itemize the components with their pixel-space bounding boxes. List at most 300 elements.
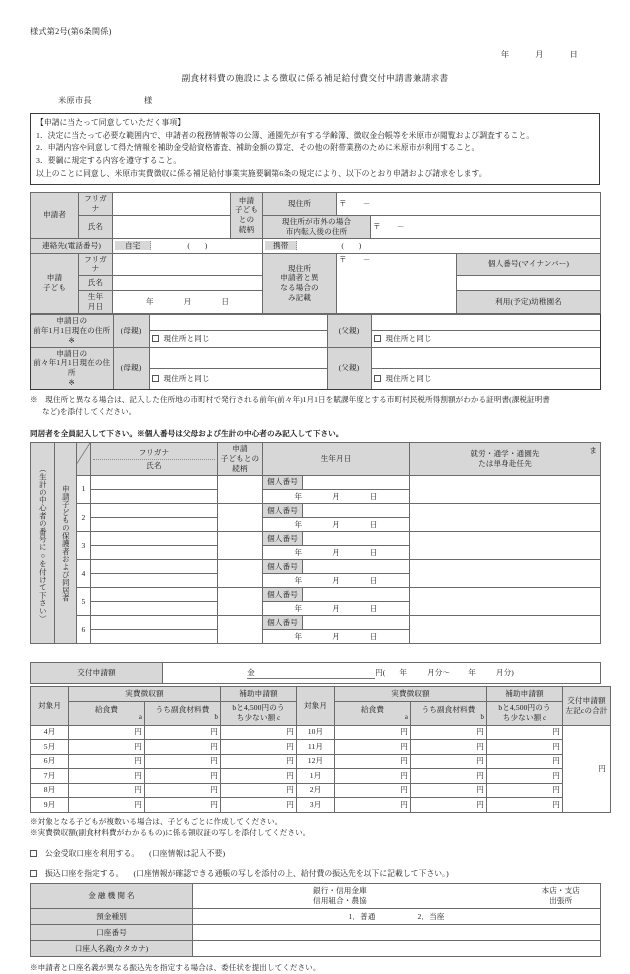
applicant-name-input[interactable]: [113, 215, 231, 238]
member-relation-input[interactable]: [218, 560, 263, 588]
subsidy-header-right: 補助申請額: [487, 687, 563, 702]
child-name-label: 氏名: [79, 276, 113, 291]
prev2-year-address-label: [31, 347, 113, 389]
page-title: 副食材料費の施設による徴収に係る補足給付費交付申請書兼請求書: [181, 73, 449, 83]
checkbox-icon[interactable]: [30, 850, 37, 857]
zip-dash-2: －: [396, 221, 405, 231]
contact-label: 連絡先(電話番号): [31, 238, 113, 253]
paren-close-2: ): [358, 240, 362, 250]
member-birth-input[interactable]: [263, 546, 410, 560]
member-work-input[interactable]: [410, 475, 601, 503]
side-sub-l: b: [214, 713, 218, 721]
members-birth-header: 生年月日: [263, 443, 410, 476]
grant-amount-label: 交付申請額: [31, 663, 163, 684]
out-l1: 現住所が市外の場合: [281, 216, 352, 226]
consent-item-2: 2．申請内容や同意して得た情報を補助金受給資格審査、補助金額の算定、その他の附帯業務のために米原市が利用すること。: [36, 143, 480, 153]
side-dish-input-right[interactable]: 円: [411, 798, 487, 813]
prev-year-address-label: [31, 315, 113, 348]
lesser-input-right[interactable]: 円: [487, 798, 563, 813]
m-m: 月: [332, 547, 340, 557]
applicant-name-label: 氏名: [79, 215, 113, 238]
target-month-header-left: 対象月: [31, 687, 69, 725]
child-mynumber-input[interactable]: [457, 276, 601, 291]
member-row-number: 1: [77, 475, 91, 503]
account-number-input[interactable]: [193, 925, 601, 941]
member-mynumber-input[interactable]: [303, 616, 410, 630]
meal-fee-input-right[interactable]: 円: [335, 769, 411, 784]
meal-fee-input-left[interactable]: 円: [69, 798, 145, 813]
member-row-number: 6: [77, 616, 91, 644]
p2-l3: ※: [68, 378, 75, 388]
mrel-1: 申請: [232, 444, 248, 454]
same-label-1: 現住所と同じ: [163, 334, 210, 343]
designate-account-note: (口座情報が確認できる通帳の写しを添付の上、給付費の振込先を以下に記載して下さい。): [133, 869, 449, 879]
mobile-phone-paren: [341, 241, 361, 251]
p2-l2: 前々年1月1日現在の住所: [33, 358, 111, 378]
side-label-l: うち副食材料費: [155, 704, 210, 714]
member-birth-input[interactable]: [263, 489, 410, 503]
member-mynumber-input[interactable]: [303, 532, 410, 546]
less-r1: bと4,500円のう: [498, 702, 551, 712]
bank-institution-label: 金 融 機 関 名: [31, 884, 193, 909]
member-furigana-input[interactable]: [91, 588, 218, 602]
table-row: [31, 769, 611, 784]
member-furigana-input[interactable]: [91, 475, 218, 489]
members-work-header: [410, 443, 601, 476]
prev2-year-father-label: (父親): [327, 347, 371, 389]
child-l1: 申請: [46, 273, 63, 283]
meal-fee-input-right[interactable]: 円: [335, 798, 411, 813]
prev2-year-father-input[interactable]: [371, 347, 601, 368]
side-sub-r: b: [480, 713, 484, 721]
bank-branch-types: [542, 886, 580, 907]
m-m: 月: [332, 631, 340, 641]
designate-account-label: 振込口座を指定する。: [45, 869, 124, 879]
zip-mark: 〒: [339, 199, 347, 209]
member-mynumber-label: 個人番号: [263, 560, 303, 574]
month-label-right: 11月: [297, 740, 335, 755]
meal-fee-input-left[interactable]: 円: [69, 740, 145, 755]
work-line2: たは単身赴任先: [478, 459, 532, 469]
lesser-input-left[interactable]: 円: [221, 769, 297, 784]
prev2-year-mother-same-checkbox[interactable]: [149, 368, 327, 389]
side-dish-input-right[interactable]: 円: [411, 725, 487, 740]
applicant-outside-city-input[interactable]: [371, 215, 601, 238]
child-name-input[interactable]: [113, 276, 263, 291]
member-furigana-input[interactable]: [91, 616, 218, 630]
month-label-left: 4月: [31, 725, 69, 740]
child-furigana-label: フリガナ: [79, 253, 113, 276]
child-birth-input[interactable]: [113, 291, 263, 314]
less-l1: bと4,500円のう: [232, 702, 285, 712]
members-note: 同居者を全員記入して下さい。※個人番号は父母および生計の中心者のみ記入して下さい。: [30, 428, 344, 438]
date-month-label: 月: [535, 50, 544, 59]
actual-collection-header-left: 実費徴収額: [69, 687, 221, 702]
consent-box: [30, 113, 600, 185]
member-name-input[interactable]: [91, 518, 218, 532]
meal-sub-l: a: [138, 713, 142, 721]
month-label-right: 2月: [297, 783, 335, 798]
member-birth-input[interactable]: [263, 574, 410, 588]
paren-open-2: (: [341, 240, 345, 250]
prev-year-mother-same-checkbox[interactable]: [149, 331, 327, 347]
applicant-current-address-input[interactable]: [337, 193, 601, 216]
child-row-label: [31, 253, 79, 313]
grant-year2: 年: [468, 667, 476, 677]
members-name-label: 氏名: [146, 460, 162, 470]
lesser-header-right: [487, 701, 563, 725]
bt-2: 信用組合・農協: [313, 896, 367, 906]
birth-day-label: 日: [221, 297, 230, 307]
meal-fee-input-right[interactable]: 円: [335, 725, 411, 740]
m-m: 月: [332, 603, 340, 613]
public-account-option[interactable]: [30, 848, 600, 859]
side-dish-input-left[interactable]: 円: [145, 725, 221, 740]
side-dish-header-right: [411, 701, 487, 725]
meal-fee-header-right: [335, 701, 411, 725]
m-d: 日: [369, 631, 378, 641]
consent-heading: 【申請に当たって同意していただく事項】: [36, 118, 186, 127]
side-dish-input-right[interactable]: 円: [411, 754, 487, 769]
table-row: [31, 754, 611, 769]
paren-open-1: (: [187, 240, 191, 250]
month-label-left: 5月: [31, 740, 69, 755]
member-mynumber-input[interactable]: [303, 588, 410, 602]
side-dish-input-left[interactable]: 円: [145, 783, 221, 798]
total-amount-input[interactable]: 円: [563, 725, 611, 812]
account-holder-label: 口座人名義(カタカナ): [31, 941, 193, 957]
deposit-type-option-1[interactable]: 1．普通: [348, 911, 376, 921]
deposit-type-input[interactable]: [193, 909, 601, 925]
date-line: [30, 49, 600, 60]
member-birth-input[interactable]: [263, 630, 410, 644]
member-birth-input[interactable]: [263, 602, 410, 616]
members-name-header: [91, 443, 218, 476]
member-name-input[interactable]: [91, 574, 218, 588]
member-birth-input[interactable]: [263, 518, 410, 532]
mobile-phone-label: 携帯: [265, 241, 297, 251]
addressee: [30, 95, 600, 106]
grant-amount-inner: [163, 668, 598, 679]
member-relation-input[interactable]: [218, 588, 263, 616]
member-name-input[interactable]: [91, 630, 218, 644]
member-mynumber-input[interactable]: [303, 503, 410, 517]
m-y: 年: [294, 603, 303, 613]
member-furigana-input[interactable]: [91, 532, 218, 546]
address-note-line2: など)を添付してください。: [42, 406, 137, 416]
bottom-note: ※申請者と口座名義が異なる振込先を指定する場合は、委任状を提出してください。: [30, 963, 321, 973]
applicant-table: [30, 192, 601, 390]
birth-month-label: 月: [183, 297, 192, 307]
side-dish-input-right[interactable]: 円: [411, 783, 487, 798]
m-m: 月: [332, 575, 340, 585]
member-mynumber-input[interactable]: [303, 560, 410, 574]
bank-institution-options: [195, 886, 598, 907]
child-address-input[interactable]: [337, 253, 457, 313]
tot-l2: 左記cの合計: [565, 705, 608, 715]
meal-fee-input-left[interactable]: 円: [69, 725, 145, 740]
out-l2: 市内転入後の住所: [285, 226, 348, 236]
table-row: [31, 740, 611, 755]
month-label-right: 1月: [297, 769, 335, 784]
child-mynumber-label: 個人番号(マイナンバー): [457, 253, 601, 276]
work-line1: 就労・通学・通園先: [470, 449, 540, 459]
address-note-line1: ※ 現住所と異なる場合は、記入した住所地の市町村で発行される前年(前々年)1月1日を賦課年度とする市町村民税所得割額がわかる証明書(課税証明書: [30, 395, 550, 405]
member-mynumber-label: 個人番号: [263, 588, 303, 602]
applicant-row-label: 申請者: [31, 193, 79, 238]
lesser-input-right[interactable]: 円: [487, 754, 563, 769]
side-dish-input-left[interactable]: 円: [145, 754, 221, 769]
child-l2: 子ども: [42, 283, 67, 293]
rel-l1: 申請: [238, 195, 255, 205]
less-l2: ち少ない額: [236, 712, 276, 722]
meal-fee-input-right[interactable]: 円: [335, 783, 411, 798]
mrel-3: 続柄: [232, 464, 248, 474]
month-label-right: 3月: [297, 798, 335, 813]
ca-l1: 現住所: [287, 263, 312, 273]
same-label-2: 現住所と同じ: [385, 334, 432, 343]
meal-fee-input-right[interactable]: 円: [335, 754, 411, 769]
grant-amount-table: [30, 662, 601, 684]
lesser-input-left[interactable]: 円: [221, 798, 297, 813]
home-phone-label: 自宅: [115, 241, 151, 251]
meal-fee-header-left: [69, 701, 145, 725]
py-l3: ※: [68, 335, 75, 345]
work-trailing-char: ま: [589, 446, 597, 456]
m-y: 年: [294, 631, 303, 641]
mobile-phone-cell[interactable]: [263, 238, 601, 253]
m-y: 年: [294, 519, 303, 529]
prev-year-mother-label: (母親): [113, 315, 149, 348]
prev2-year-father-same-checkbox[interactable]: [371, 368, 601, 389]
total-header: [563, 687, 611, 725]
member-work-input[interactable]: [410, 588, 601, 616]
account-holder-input[interactable]: [193, 941, 601, 957]
lesser-input-right[interactable]: 円: [487, 725, 563, 740]
table-row: [31, 783, 611, 798]
target-month-header-right: 対象月: [297, 687, 335, 725]
checkbox-icon[interactable]: [152, 375, 159, 382]
m-y: 年: [294, 575, 303, 585]
side-dish-input-left[interactable]: 円: [145, 798, 221, 813]
members-furigana-label: フリガナ: [93, 448, 215, 460]
address-note: [30, 394, 600, 418]
home-phone-cell[interactable]: [113, 238, 263, 253]
zip-mark-3: 〒: [339, 254, 347, 264]
prev-year-father-input[interactable]: [371, 315, 601, 331]
checkbox-icon[interactable]: [30, 870, 37, 877]
bt-1: 銀行・信用金庫: [313, 885, 367, 895]
lesser-input-left[interactable]: 円: [221, 754, 297, 769]
checkbox-icon[interactable]: [374, 335, 381, 342]
lesser-header-left: [221, 701, 297, 725]
checkbox-icon[interactable]: [152, 335, 159, 342]
grant-amount-input[interactable]: [163, 663, 601, 684]
prev-year-mother-input[interactable]: [149, 315, 327, 331]
py-l2: 前年1月1日現在の住所: [33, 325, 111, 335]
member-mynumber-input[interactable]: [303, 475, 410, 489]
prev-year-father-same-checkbox[interactable]: [371, 331, 601, 347]
member-work-input[interactable]: [410, 616, 601, 644]
month-label-left: 6月: [31, 754, 69, 769]
less-sub-r: c: [543, 714, 547, 722]
public-account-note: (口座情報は記入不要): [149, 849, 226, 859]
member-row-number: 5: [77, 588, 91, 616]
member-relation-input[interactable]: [218, 475, 263, 503]
same-label-4: 現住所と同じ: [385, 374, 432, 384]
same-label-3: 現住所と同じ: [163, 374, 210, 384]
lesser-input-left[interactable]: 円: [221, 740, 297, 755]
meal-fee-input-left[interactable]: 円: [69, 769, 145, 784]
side-label-r: うち副食材料費: [421, 704, 476, 714]
date-year-label: 年: [500, 50, 510, 59]
lesser-input-right[interactable]: 円: [487, 783, 563, 798]
py-l1: 申請日の: [56, 316, 88, 325]
paren-close-1: ): [204, 240, 208, 250]
account-number-label: 口座番号: [31, 925, 193, 941]
p2-l1: 申請日の: [56, 348, 88, 358]
consent-closing: 以上のことに同意し、米原市実費徴収に係る補足給付事業実施要綱第6条の規定により、以下のとおり申請および請求をします。: [36, 168, 487, 178]
checkbox-icon[interactable]: [374, 375, 381, 382]
actual-collection-header-right: 実費徴収額: [335, 687, 487, 702]
lesser-input-left[interactable]: 円: [221, 783, 297, 798]
members-table: [30, 442, 601, 644]
meal-sub-r: a: [404, 713, 408, 721]
meal-label-r: 給食費: [360, 704, 385, 714]
member-row-number: 2: [77, 503, 91, 531]
ca-l4: み記載: [287, 293, 312, 303]
members-vertical-outer-label: [31, 443, 55, 644]
side-dish-input-left[interactable]: 円: [145, 769, 221, 784]
lesser-input-right[interactable]: 円: [487, 740, 563, 755]
applicant-outside-city-label: [263, 215, 371, 238]
member-name-input[interactable]: [91, 546, 218, 560]
vertical-inner-text: 申請子どもの保護者および同居者: [61, 484, 71, 602]
meal-fee-input-left[interactable]: 円: [69, 754, 145, 769]
prev2-year-mother-input[interactable]: [149, 347, 327, 368]
subsidy-header-left: 補助申請額: [221, 687, 297, 702]
bl-1: 生年: [87, 292, 104, 302]
month-label-left: 7月: [31, 769, 69, 784]
zip-dash: －: [362, 199, 371, 209]
diagonal-divider-icon: [77, 443, 91, 476]
child-furigana-input[interactable]: [113, 253, 263, 276]
bl-2: 月日: [87, 302, 104, 312]
applicant-relation-label: [231, 193, 263, 238]
member-relation-input[interactable]: [218, 532, 263, 560]
member-furigana-input[interactable]: [91, 503, 218, 517]
member-furigana-input[interactable]: [91, 560, 218, 574]
month-label-left: 8月: [31, 783, 69, 798]
member-name-input[interactable]: [91, 602, 218, 616]
grant-year1: 年: [399, 667, 408, 677]
meal-label-l: 給食費: [94, 704, 119, 714]
member-mynumber-label: 個人番号: [263, 616, 303, 630]
meal-fee-input-right[interactable]: 円: [335, 740, 411, 755]
deposit-type-option-2[interactable]: 2．当座: [417, 911, 445, 921]
member-mynumber-label: 個人番号: [263, 503, 303, 517]
member-work-input[interactable]: [410, 532, 601, 560]
ca-l3: なる場合の: [280, 283, 319, 293]
member-row-number: 4: [77, 560, 91, 588]
grant-amount-yen-symbol: 金: [247, 668, 375, 679]
zip-dash-3: －: [362, 254, 371, 264]
month-label-left: 9月: [31, 798, 69, 813]
public-account-label: 公金受取口座を利用する。: [45, 849, 140, 859]
m-d: 日: [369, 603, 378, 613]
side-dish-input-right[interactable]: 円: [411, 740, 487, 755]
ca-l2: 申請者と異: [280, 273, 319, 283]
applicant-current-address-label: 現住所: [263, 193, 337, 216]
designate-account-option[interactable]: [30, 868, 600, 879]
member-relation-input[interactable]: [218, 616, 263, 644]
m-y: 年: [294, 491, 303, 501]
home-phone-paren: [187, 241, 207, 251]
side-dish-input-left[interactable]: 円: [145, 740, 221, 755]
form-number: 様式第2号(第6条関係): [30, 27, 112, 36]
monthly-note-2: ※実費徴収額(副食材料費がわかるもの)に係る領収証の写しを添付してください。: [30, 828, 311, 838]
child-address-label: [263, 253, 337, 313]
kindergarten-label: 利用(予定)幼稚園名: [457, 291, 601, 314]
br-1: 本店・支店: [541, 885, 580, 895]
vertical-outer-text: （生計の中心者の番号に○を付けて下さい）: [38, 464, 48, 623]
grant-month-from: 月分～: [427, 667, 451, 677]
members-vertical-inner-label: [55, 443, 77, 644]
less-r2: ち少ない額: [502, 712, 542, 722]
m-y: 年: [294, 547, 303, 557]
member-name-input[interactable]: [91, 489, 218, 503]
zip-mark-2: 〒: [373, 221, 381, 231]
grant-yen-paren: 円(: [375, 667, 386, 677]
date-day-label: 日: [569, 50, 578, 59]
table-row: [31, 725, 611, 740]
meal-fee-input-left[interactable]: 円: [69, 783, 145, 798]
lesser-input-left[interactable]: 円: [221, 725, 297, 740]
m-d: 日: [369, 547, 378, 557]
consent-item-3: 3．要綱に規定する内容を遵守すること。: [36, 155, 182, 165]
monthly-note-1: ※対象となる子どもが複数いる場合は、子どもごとに作成してください。: [30, 816, 283, 826]
month-label-right: 10月: [297, 725, 335, 740]
less-sub-l: c: [277, 714, 281, 722]
rel-l4: 続柄: [238, 225, 255, 235]
m-d: 日: [369, 575, 378, 585]
bank-table: [30, 883, 601, 957]
member-relation-input[interactable]: [218, 503, 263, 531]
bank-institution-input[interactable]: [193, 884, 601, 909]
prev2-year-mother-label: (母親): [113, 347, 149, 389]
slash-icon: [77, 443, 90, 463]
member-work-input[interactable]: [410, 560, 601, 588]
rel-l3: との: [238, 215, 255, 225]
side-dish-input-right[interactable]: 円: [411, 769, 487, 784]
member-work-input[interactable]: [410, 503, 601, 531]
addressee-honorific: 様: [143, 96, 153, 105]
table-row: [31, 798, 611, 813]
br-2: 出張所: [549, 896, 573, 906]
mrel-2: 子どもとの: [220, 454, 260, 464]
member-mynumber-label: 個人番号: [263, 475, 303, 489]
member-row-number: 3: [77, 532, 91, 560]
lesser-input-right[interactable]: 円: [487, 769, 563, 784]
members-relation-header: [218, 443, 263, 476]
tot-l1: 交付申請額: [567, 696, 606, 706]
m-d: 日: [369, 519, 378, 529]
grant-month-to: 月分): [495, 667, 514, 677]
rel-l2: 子ども: [234, 205, 259, 215]
applicant-furigana-input[interactable]: [113, 193, 231, 216]
member-mynumber-label: 個人番号: [263, 532, 303, 546]
m-m: 月: [332, 519, 340, 529]
